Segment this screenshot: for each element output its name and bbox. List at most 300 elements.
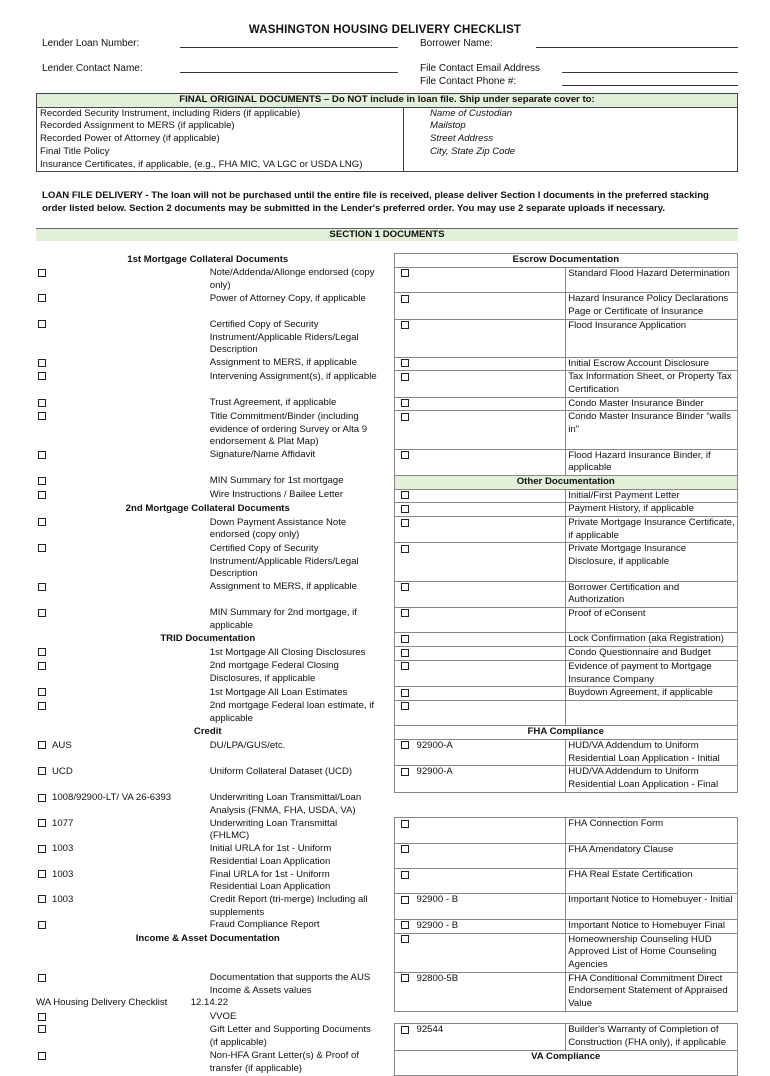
right-form-cell (394, 1024, 566, 1050)
checkbox[interactable] (401, 295, 409, 303)
left-form-cell (36, 740, 208, 766)
right-form-cell (394, 843, 566, 868)
right-form-cell (394, 489, 566, 503)
spacer (380, 660, 395, 686)
checklist-row (36, 726, 738, 740)
right-form-cell (394, 687, 566, 701)
left-form-cell (36, 449, 208, 475)
right-empty (394, 792, 566, 817)
left-document-item: Gift Letter and Supporting Documents (if applicable) (209, 1023, 371, 1048)
left-document-item: Fraud Compliance Report (209, 919, 320, 931)
right-form-cell (394, 869, 566, 894)
right-document-item: Flood Insurance Application (566, 319, 738, 357)
right-document-item: FHA Connection Form (566, 818, 738, 843)
left-form-cell (36, 607, 208, 632)
checkbox[interactable] (401, 321, 409, 329)
section-1-checklist (36, 253, 738, 1076)
final-doc-item: Recorded Security Instrument, including Riders (if applicable) (37, 107, 404, 120)
final-doc-item: Recorded Power of Attorney (if applicable) (37, 133, 404, 146)
spacer (380, 1050, 395, 1075)
left-section-heading: TRID Documentation (160, 632, 256, 644)
left-document-item: Final URLA for 1st - Uniform Residential Loan Application (209, 868, 331, 893)
checklist-row (36, 357, 738, 371)
form-number: 1003 (52, 843, 74, 855)
checkbox[interactable] (401, 491, 409, 499)
checklist-row (36, 1011, 738, 1024)
checklist-row (36, 449, 738, 475)
right-document-item: Homeownership Counseling HUD Approved List of Home Counseling Agencies (566, 933, 738, 972)
form-number: 1003 (52, 868, 74, 880)
left-form-cell (36, 357, 208, 371)
left-form-cell (36, 647, 208, 661)
right-document-item: Builder's Warranty of Completion of Construction (FHA only), if applicable (566, 1024, 738, 1050)
left-form-cell (36, 869, 208, 894)
left-form-cell (36, 894, 208, 919)
spacer (380, 267, 395, 292)
right-empty (394, 1011, 566, 1024)
right-empty (566, 792, 738, 817)
right-document-item: Private Mortgage Insurance Certificate, if applicable (566, 517, 738, 543)
right-section-heading: Escrow Documentation (394, 254, 738, 268)
right-document-item: Lock Confirmation (aka Registration) (566, 633, 738, 647)
final-doc-item: Recorded Assignment to MERS (if applicable) (37, 120, 404, 133)
left-document-item: Signature/Name Affidavit (209, 449, 316, 461)
checkbox[interactable] (38, 845, 46, 853)
right-document-item: Initial Escrow Account Disclosure (566, 357, 738, 371)
left-form-cell (36, 700, 208, 725)
form-number: 1003 (52, 893, 74, 905)
left-form-cell (36, 475, 208, 489)
checkbox[interactable] (38, 294, 46, 302)
right-form-cell (394, 357, 566, 371)
final-documents-title: FINAL ORIGINAL DOCUMENTS – Do NOT include in loan file. Ship under separate cover to: (37, 94, 738, 108)
right-form-cell (394, 607, 566, 632)
final-doc-item: Insurance Certificates, if applicable, (e.g., FHA MIC, VA LGC or USDA LNG) (37, 159, 404, 172)
checklist-row (36, 543, 738, 581)
checklist-row (36, 517, 738, 543)
form-number: 92900 - B (416, 894, 459, 906)
form-number: 92544 (416, 1024, 444, 1036)
ship-to-line: Mailstop (404, 120, 738, 133)
checkbox[interactable] (38, 921, 46, 929)
right-document-item: Proof of eConsent (566, 607, 738, 632)
left-section-heading: Credit (193, 725, 222, 737)
spacer (380, 919, 395, 933)
checklist-row (36, 293, 738, 319)
checklist-row (36, 1024, 738, 1050)
right-form-cell (394, 449, 566, 475)
right-form-cell (394, 371, 566, 397)
checkbox[interactable] (401, 373, 409, 381)
spacer (380, 818, 395, 843)
checklist-row (36, 475, 738, 489)
spacer (380, 475, 395, 489)
right-form-cell (394, 503, 566, 517)
checklist-row (36, 1050, 738, 1075)
checklist-row (36, 397, 738, 411)
right-form-cell (394, 647, 566, 661)
spacer (380, 972, 395, 1011)
spacer (380, 357, 395, 371)
spacer (380, 293, 395, 319)
right-document-item: Condo Questionnaire and Budget (566, 647, 738, 661)
ship-to-line: Street Address (404, 133, 738, 146)
checkbox[interactable] (38, 648, 46, 656)
spacer (380, 740, 395, 766)
checklist-row (36, 607, 738, 632)
right-form-cell (394, 581, 566, 607)
checklist-row (36, 740, 738, 766)
right-form-cell (394, 633, 566, 647)
borrower-name-line[interactable] (536, 47, 738, 48)
left-form-cell (36, 660, 208, 686)
checkbox[interactable] (38, 544, 46, 552)
checkbox[interactable] (38, 819, 46, 827)
left-form-cell (36, 919, 208, 933)
left-section-heading: 1st Mortgage Collateral Documents (127, 253, 289, 265)
spacer (380, 869, 395, 894)
spacer (380, 647, 395, 661)
checklist-row (36, 319, 738, 357)
left-form-cell (36, 1024, 208, 1050)
left-document-item: Assignment to MERS, if applicable (209, 581, 357, 593)
checkbox[interactable] (401, 649, 409, 657)
left-document-item: Intervening Assignment(s), if applicable (209, 370, 377, 382)
left-document-item: Certified Copy of Security Instrument/Applicable Riders/Legal Description (209, 319, 359, 356)
left-form-cell (36, 489, 208, 503)
form-number: AUS (52, 739, 72, 751)
right-form-cell (394, 700, 566, 725)
borrower-name-label: Borrower Name: (420, 38, 493, 49)
lender-contact-name-line[interactable] (180, 72, 398, 73)
checkbox[interactable] (38, 974, 46, 982)
checkbox[interactable] (401, 635, 409, 643)
checkbox[interactable] (401, 413, 409, 421)
checkbox[interactable] (401, 741, 409, 749)
footer-date: 12.14.22 (190, 997, 229, 1008)
checkbox[interactable] (401, 451, 409, 459)
right-form-cell (394, 517, 566, 543)
checkbox[interactable] (38, 269, 46, 277)
ship-to-blank (404, 159, 738, 172)
checkbox[interactable] (401, 662, 409, 670)
spacer (380, 894, 395, 919)
spacer (380, 766, 395, 792)
checklist-row (36, 687, 738, 701)
file-contact-email-line[interactable] (562, 72, 738, 73)
spacer (380, 411, 395, 449)
right-document-item: HUD/VA Addendum to Uniform Residential Loan Application - Initial (566, 740, 738, 766)
right-form-cell (394, 894, 566, 919)
spacer (380, 581, 395, 607)
page-title: WASHINGTON HOUSING DELIVERY CHECKLIST (248, 24, 522, 36)
right-form-cell (394, 766, 566, 792)
left-document-item: Note/Addenda/Allonge endorsed (copy only) (209, 267, 375, 291)
checkbox[interactable] (401, 399, 409, 407)
left-form-cell (36, 843, 208, 868)
spacer (380, 1011, 395, 1024)
checkbox[interactable] (38, 662, 46, 670)
spacer (380, 449, 395, 475)
left-document-item: Certified Copy of Security Instrument/Applicable Riders/Legal Description (209, 542, 359, 580)
left-document-item: MIN Summary for 2nd mortgage, if applicable (209, 607, 357, 632)
spacer (380, 933, 395, 972)
right-form-cell (394, 972, 566, 1011)
checkbox[interactable] (401, 505, 409, 513)
right-document-item: Flood Hazard Insurance Binder, if applicable (566, 449, 738, 475)
right-form-cell (394, 818, 566, 843)
left-form-cell (36, 397, 208, 411)
spacer (380, 792, 395, 817)
left-form-cell (36, 319, 208, 357)
checkbox[interactable] (401, 871, 409, 879)
checkbox[interactable] (38, 372, 46, 380)
checklist-row (36, 766, 738, 792)
left-document-item: Underwriting Loan Transmittal/Loan Analysis (FNMA, FHA, USDA, VA) (209, 792, 362, 817)
file-contact-phone-line[interactable] (562, 85, 738, 86)
lender-loan-number-line[interactable] (180, 47, 398, 48)
right-form-cell (394, 411, 566, 449)
checkbox[interactable] (38, 412, 46, 420)
right-section-heading: VA Compliance (394, 1050, 738, 1075)
checklist-row (36, 647, 738, 661)
ship-to-line: City, State Zip Code (404, 146, 738, 159)
checkbox[interactable] (401, 845, 409, 853)
left-form-cell (36, 687, 208, 701)
footer-label: WA Housing Delivery Checklist (36, 997, 168, 1008)
right-document-item: Important Notice to Homebuyer Final (566, 919, 738, 933)
left-section-heading: 2nd Mortgage Collateral Documents (125, 502, 290, 514)
checkbox[interactable] (38, 688, 46, 696)
right-form-cell (394, 543, 566, 581)
right-document-item: Important Notice to Homebuyer - Initial (566, 894, 738, 919)
checkbox[interactable] (38, 399, 46, 407)
left-form-cell (36, 411, 208, 449)
spacer (380, 371, 395, 397)
file-contact-phone-label: File Contact Phone #: (420, 76, 517, 87)
form-number: UCD (52, 765, 73, 777)
spacer (380, 843, 395, 868)
right-section-heading: Other Documentation (394, 475, 738, 489)
checklist-row (36, 267, 738, 292)
file-contact-email-label: File Contact Email Address (420, 63, 541, 74)
checkbox[interactable] (401, 689, 409, 697)
checklist-row (36, 700, 738, 725)
spacer (380, 254, 395, 268)
spacer (380, 726, 395, 740)
right-form-cell (394, 293, 566, 319)
right-document-item: Hazard Insurance Policy Declarations Page or Certificate of Insurance (566, 293, 738, 319)
form-number: 92900-A (416, 766, 453, 778)
right-document-item: Evidence of payment to Mortgage Insurance Company (566, 660, 738, 686)
checklist-row (36, 411, 738, 449)
left-document-item: MIN Summary for 1st mortgage (209, 475, 344, 487)
checkbox[interactable] (401, 702, 409, 710)
spacer (380, 397, 395, 411)
left-form-cell (36, 371, 208, 397)
checkbox[interactable] (401, 820, 409, 828)
form-number: 1008/92900-LT/ VA 26-6393 (52, 792, 172, 804)
right-form-cell (394, 397, 566, 411)
right-empty (566, 1011, 738, 1024)
left-form-cell (36, 293, 208, 319)
right-document-item (566, 700, 738, 725)
checklist-row (36, 869, 738, 894)
right-document-item: Private Mortgage Insurance Disclosure, if applicable (566, 543, 738, 581)
checklist-row (36, 919, 738, 933)
checkbox[interactable] (38, 767, 46, 775)
loan-file-delivery-note: LOAN FILE DELIVERY - The loan will not be purchased until the entire file is received, please deliver Section I documents in the preferred stacking order listed below. Section 2 documents may be submitted in the Lender's preferred order. You may use 2 separate uploads if necessary. (42, 190, 709, 214)
checkbox[interactable] (401, 269, 409, 277)
left-document-item: 1st Mortgage All Closing Disclosures (209, 646, 366, 658)
checkbox[interactable] (401, 583, 409, 591)
right-document-item: Condo Master Insurance Binder “walls in” (566, 411, 738, 449)
checkbox[interactable] (401, 545, 409, 553)
left-document-item: Title Commitment/Binder (including evidence of ordering Survey or Alta 9 endorsement & Plat Map) (209, 410, 368, 448)
left-document-item: Wire Instructions / Bailee Letter (209, 489, 344, 501)
right-document-item: FHA Amendatory Clause (566, 843, 738, 868)
left-document-item: VVOE (209, 1011, 237, 1023)
right-document-item: Buydown Agreement, if applicable (566, 687, 738, 701)
spacer (380, 633, 395, 647)
final-doc-item: Final Title Policy (37, 146, 404, 159)
left-document-item: Down Payment Assistance Note endorsed (copy only) (209, 516, 347, 541)
checkbox[interactable] (38, 1025, 46, 1033)
spacer (380, 607, 395, 632)
checkbox[interactable] (401, 519, 409, 527)
left-form-cell (36, 1011, 208, 1024)
left-form-cell (36, 1050, 208, 1075)
left-document-item: Assignment to MERS, if applicable (209, 357, 357, 369)
lender-contact-name-label: Lender Contact Name: (42, 63, 143, 74)
left-form-cell (36, 543, 208, 581)
checkbox[interactable] (401, 1026, 409, 1034)
footer (36, 997, 228, 1008)
left-form-cell (36, 517, 208, 543)
left-document-item: Documentation that supports the AUS Income & Assets values (209, 972, 371, 996)
spacer (380, 489, 395, 503)
spacer (380, 503, 395, 517)
spacer (380, 543, 395, 581)
left-form-cell (36, 792, 208, 817)
left-document-item: 2nd mortgage Federal Closing Disclosures, if applicable (209, 660, 339, 684)
right-document-item: Standard Flood Hazard Determination (566, 267, 738, 292)
right-document-item: FHA Conditional Commitment Direct Endorsement Statement of Appraised Value (566, 972, 738, 1011)
left-form-cell (36, 766, 208, 792)
right-document-item: Borrower Certification and Authorization (566, 581, 738, 607)
right-document-item: Payment History, if applicable (566, 503, 738, 517)
checklist-row (36, 660, 738, 686)
checklist-row (36, 894, 738, 919)
checkbox[interactable] (401, 935, 409, 943)
checkbox[interactable] (38, 359, 46, 367)
spacer (380, 319, 395, 357)
checklist-row (36, 371, 738, 397)
checkbox[interactable] (38, 794, 46, 802)
left-section-heading: Income & Asset Documentation (135, 933, 280, 945)
checklist-row (36, 933, 738, 972)
section-1-title: SECTION 1 DOCUMENTS (36, 228, 738, 241)
right-form-cell (394, 933, 566, 972)
right-form-cell (394, 319, 566, 357)
checklist-row (36, 792, 738, 817)
left-document-item: Non-HFA Grant Letter(s) & Proof of transfer (if applicable) (209, 1050, 360, 1075)
final-documents-table (36, 93, 738, 172)
checkbox[interactable] (38, 609, 46, 617)
right-document-item: FHA Real Estate Certification (566, 869, 738, 894)
left-document-item: Uniform Collateral Dataset (UCD) (209, 765, 353, 777)
checkbox[interactable] (38, 477, 46, 485)
right-form-cell (394, 660, 566, 686)
checkbox[interactable] (38, 702, 46, 710)
form-number: 92900-A (416, 740, 453, 752)
right-form-cell (394, 267, 566, 292)
checkbox[interactable] (401, 921, 409, 929)
checklist-row (36, 818, 738, 843)
checkbox[interactable] (38, 491, 46, 499)
checkbox[interactable] (401, 974, 409, 982)
left-document-item: Power of Attorney Copy, if applicable (209, 292, 366, 304)
right-document-item: Initial/First Payment Letter (566, 489, 738, 503)
left-document-item: Trust Agreement, if applicable (209, 397, 337, 409)
checklist-row (36, 843, 738, 868)
left-form-cell (36, 818, 208, 843)
checkbox[interactable] (38, 741, 46, 749)
form-number: 92900 - B (416, 919, 459, 931)
left-document-item: 2nd mortgage Federal loan estimate, if applicable (209, 700, 375, 725)
checklist-row (36, 489, 738, 503)
checkbox[interactable] (38, 870, 46, 878)
checklist-row (36, 581, 738, 607)
checkbox[interactable] (38, 320, 46, 328)
checklist-row (36, 503, 738, 517)
checkbox[interactable] (38, 451, 46, 459)
left-form-cell (36, 267, 208, 292)
checkbox[interactable] (38, 518, 46, 526)
checkbox[interactable] (38, 583, 46, 591)
right-section-heading: FHA Compliance (394, 726, 738, 740)
checkbox[interactable] (38, 1052, 46, 1060)
right-document-item: Tax Information Sheet, or Property Tax Certification (566, 371, 738, 397)
left-document-item: 1st Mortgage All Loan Estimates (209, 686, 348, 698)
checklist-row (36, 254, 738, 268)
ship-to-line: Name of Custodian (404, 107, 738, 120)
spacer (380, 687, 395, 701)
left-document-item: DU/LPA/GUS/etc. (209, 739, 286, 751)
form-number: 92800-5B (416, 972, 459, 984)
form-number: 1077 (52, 817, 74, 829)
left-form-cell (36, 581, 208, 607)
lender-loan-number-label: Lender Loan Number: (42, 38, 140, 49)
spacer (380, 700, 395, 725)
checkbox[interactable] (401, 896, 409, 904)
checkbox[interactable] (38, 1013, 46, 1021)
right-document-item: HUD/VA Addendum to Uniform Residential Loan Application - Final (566, 766, 738, 792)
checkbox[interactable] (401, 359, 409, 367)
checkbox[interactable] (401, 609, 409, 617)
checklist-row (36, 633, 738, 647)
left-document-item: Credit Report (tri-merge) Including all supplements (209, 893, 368, 918)
right-document-item: Condo Master Insurance Binder (566, 397, 738, 411)
left-document-item: Underwriting Loan Transmittal (FHLMC) (209, 817, 338, 842)
spacer (380, 517, 395, 543)
right-form-cell (394, 919, 566, 933)
right-form-cell (394, 740, 566, 766)
left-document-item: Initial URLA for 1st - Uniform Residential Loan Application (209, 843, 332, 867)
checkbox[interactable] (401, 768, 409, 776)
spacer (380, 1024, 395, 1050)
checkbox[interactable] (38, 895, 46, 903)
